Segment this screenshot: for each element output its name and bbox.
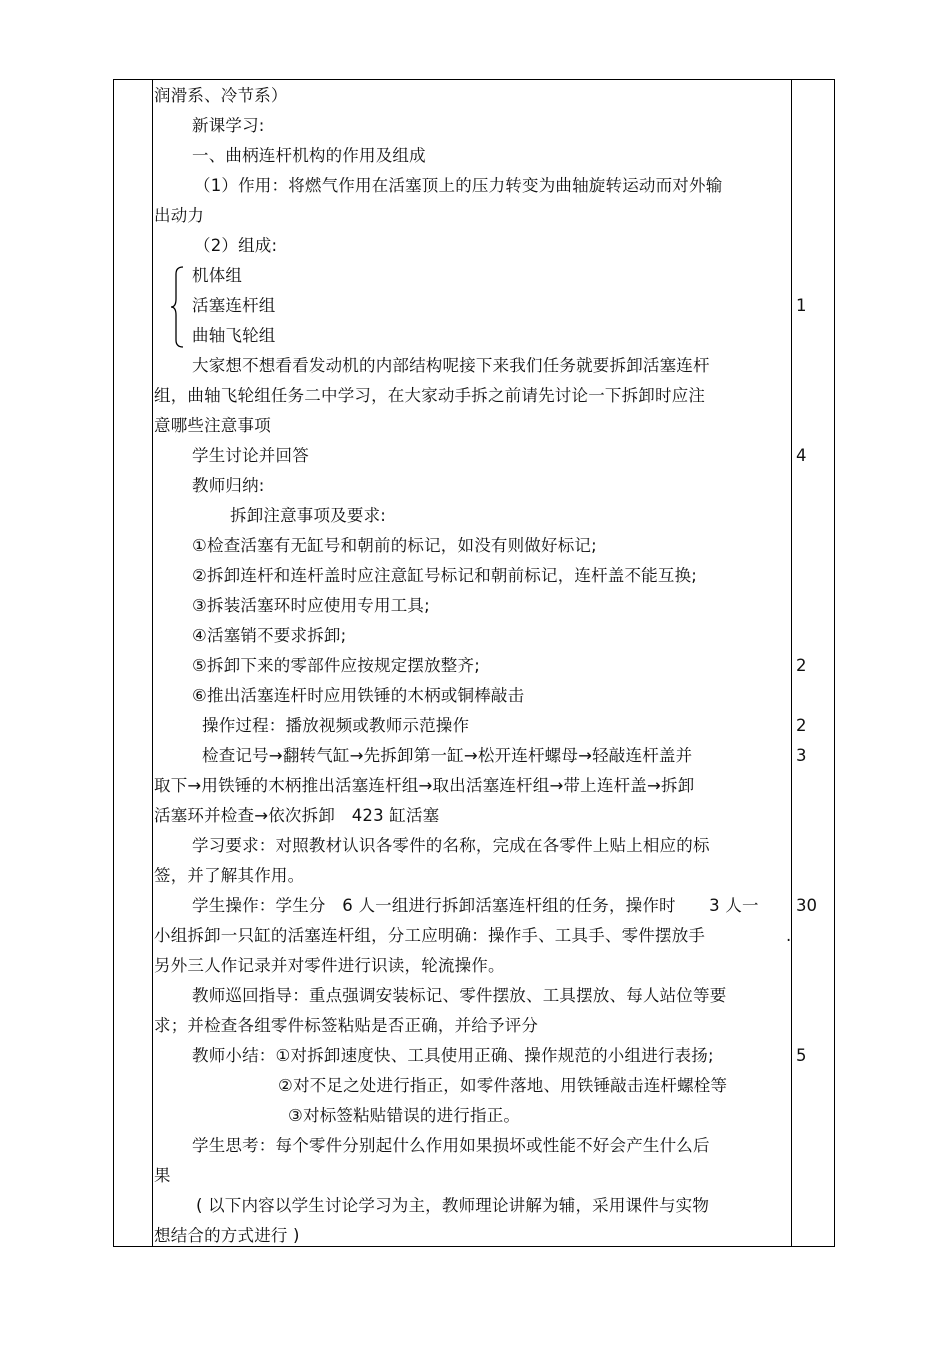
content-line: 教师归纳: — [192, 476, 265, 495]
time-value: 30 — [796, 896, 817, 915]
content-line: ③拆装活塞环时应使用专用工具; — [192, 596, 430, 615]
content-line: （1）作用：将燃气作用在活塞顶上的压力转变为曲轴旋转运动而对外输 — [194, 176, 723, 195]
content-line: 操作过程：播放视频或教师示范操作 — [202, 716, 470, 735]
content-line: ③对标签粘贴错误的进行指正。 — [288, 1106, 521, 1125]
column-divider-2 — [791, 79, 792, 1247]
content-line: ( 以下内容以学生讨论学习为主，教师理论讲解为辅，采用课件与实物 — [196, 1196, 710, 1215]
brace-icon — [170, 266, 184, 348]
content-line: 润滑系、冷节系） — [154, 86, 288, 105]
content-line: ⑥推出活塞连杆时应用铁锤的木柄或铜棒敲击 — [192, 686, 525, 705]
time-value: 2 — [796, 716, 807, 735]
content-line: 教师巡回指导：重点强调安装标记、零件摆放、工具摆放、每人站位等要 — [192, 986, 727, 1005]
table-bottom-border — [113, 1246, 835, 1247]
content-line: 想结合的方式进行 ) — [154, 1226, 300, 1245]
content-line: 检查记号→翻转气缸→先拆卸第一缸→松开连杆螺母→轻敲连杆盖并 — [202, 746, 693, 765]
content-line: 组，曲轴飞轮组任务二中学习，在大家动手拆之前请先讨论一下拆卸时应注 — [154, 386, 706, 405]
content-line: 小组拆卸一只缸的活塞连杆组，分工应明确：操作手、工具手、零件摆放手 — [154, 926, 706, 945]
content-line: 求；并检查各组零件标签粘贴是否正确，并给予评分 — [154, 1016, 539, 1035]
table-top-border — [113, 79, 835, 80]
content-line: ②拆卸连杆和连杆盖时应注意缸号标记和朝前标记，连杆盖不能互换; — [192, 566, 698, 585]
content-line: 教师小结：①对拆卸速度快、工具使用正确、操作规范的小组进行表扬; — [192, 1046, 714, 1065]
content-line: 一、曲柄连杆机构的作用及组成 — [192, 146, 426, 165]
content-line: ⑤拆卸下来的零部件应按规定摆放整齐; — [192, 656, 480, 675]
content-line: 学生操作：学生分 6 人一组进行拆卸活塞连杆组的任务，操作时 3 人一 — [192, 896, 759, 915]
content-line: 签，并了解其作用。 — [154, 866, 305, 885]
content-line: ②对不足之处进行指正，如零件落地、用铁锤敲击连杆螺栓等 — [278, 1076, 728, 1095]
content-line: 学生讨论并回答 — [192, 446, 309, 465]
content-line: 意哪些注意事项 — [154, 416, 271, 435]
time-dot: . — [786, 926, 792, 945]
time-value: 4 — [796, 446, 807, 465]
table-right-border — [834, 79, 835, 1247]
content-line: 曲轴飞轮组 — [192, 326, 276, 345]
column-divider-1 — [152, 79, 153, 1247]
content-line: 机体组 — [192, 266, 243, 285]
content-line: 活塞环并检查→依次拆卸 423 缸活塞 — [154, 806, 440, 825]
time-value: 3 — [796, 746, 807, 765]
time-value: 5 — [796, 1046, 807, 1065]
content-line: 另外三人作记录并对零件进行识读，轮流操作。 — [154, 956, 505, 975]
time-value: 1 — [796, 296, 807, 315]
content-line: ④活塞销不要求拆卸; — [192, 626, 347, 645]
content-line: 活塞连杆组 — [192, 296, 276, 315]
content-line: 学生思考：每个零件分别起什么作用如果损坏或性能不好会产生什么后 — [192, 1136, 710, 1155]
content-line: 学习要求：对照教材认识各零件的名称，完成在各零件上贴上相应的标 — [192, 836, 710, 855]
content-line: 大家想不想看看发动机的内部结构呢接下来我们任务就要拆卸活塞连杆 — [192, 356, 710, 375]
content-line: 取下→用铁锤的木柄推出活塞连杆组→取出活塞连杆组→带上连杆盖→拆卸 — [154, 776, 695, 795]
time-value: 2 — [796, 656, 807, 675]
content-line: 拆卸注意事项及要求: — [230, 506, 387, 525]
content-line: 出动力 — [154, 206, 205, 225]
content-line: ①检查活塞有无缸号和朝前的标记，如没有则做好标记; — [192, 536, 597, 555]
table-left-border — [113, 79, 114, 1247]
content-line: 果 — [154, 1166, 171, 1185]
content-line: （2）组成: — [194, 236, 278, 255]
content-line: 新课学习: — [192, 116, 265, 135]
